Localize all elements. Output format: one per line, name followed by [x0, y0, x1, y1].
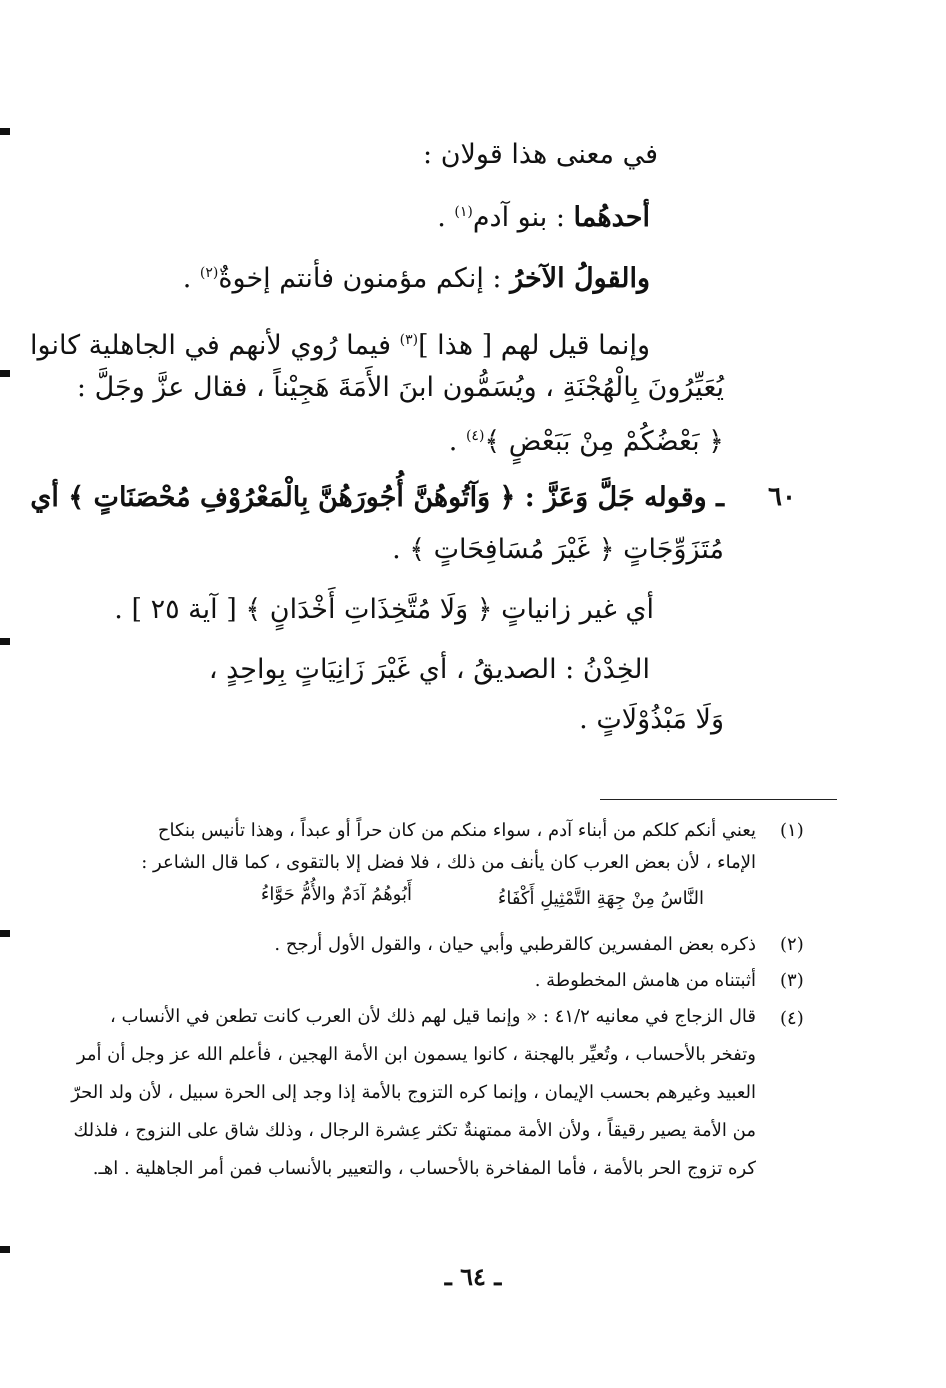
text: فيما رُوي لأنهم في الجاهلية كانوا	[30, 330, 400, 361]
text: : إنكم مؤمنون فأنتم إخوةٌ	[218, 263, 511, 294]
scan-edge-mark	[0, 370, 10, 377]
main-line-10	[209, 650, 650, 690]
main-line-11	[579, 700, 724, 740]
text: العبيد وغيرهم بحسب الإيمان ، وإنما كره التزوج بالأمة إذا وجد إلى الحرة سبيل ، لأن ولد الحرّ	[71, 1082, 756, 1103]
footnote-2	[274, 930, 756, 960]
footnote-1-line-1	[158, 816, 756, 846]
footnote-number-3: (٣)	[780, 970, 804, 991]
text: مُتَزَوِّجَاتٍ ﴿ غَيْرَ مُسَافِحَاتٍ ﴾ .	[392, 534, 724, 565]
page-number: ـ ٦٤ ـ	[444, 1262, 502, 1291]
entry-number: ٦٠	[768, 482, 796, 512]
text: الخِدْنُ : الصديقُ ، أي غَيْرَ زَانِيَاتٍ بِواحِدٍ ،	[208, 654, 650, 685]
main-line-2	[437, 192, 650, 238]
main-line-5	[77, 368, 724, 408]
quran-verse: ﴿ بَعْضُكُمْ مِنْ بَبَعْضٍ ﴾	[484, 426, 724, 457]
text: من الأمة يصير رقيقاً ، ولأن الأمة ممتهنةٌ تكثر عِشرة الرجال ، وذلك شاق على النزوج ، فلذلك	[73, 1120, 756, 1141]
main-line-6	[449, 416, 724, 462]
footnote-4-line-4	[74, 1116, 757, 1146]
footnote-3	[535, 966, 756, 996]
scan-edge-mark	[0, 128, 10, 135]
footnote-ref-2[interactable]: (٢)	[199, 265, 219, 281]
text: قال الزجاج في معانيه ٤١/٢ : « وإنما قيل لهم ذلك لأن العرب كانت تطعن في الأنساب ،	[109, 1006, 756, 1027]
text: أي غير زانياتٍ ﴿ وَلَا مُتَّخِذَاتِ أَخْدَانٍ ﴾ [ آية ٢٥ ] .	[114, 594, 654, 625]
footnote-number-1: (١)	[780, 820, 804, 841]
text: يعني أنكم كلكم من أبناء آدم ، سواء منكم من كان حراً أو عبداً ، وهذا تأنيس بنكاح	[157, 820, 756, 841]
text: ذكره بعض المفسرين كالقرطبي وأبي حيان ، والقول الأول أرجح .	[274, 934, 756, 955]
text: يُعَيِّرُونَ بِالْهُجْنَةِ ، ويُسَمُّون ابنَ الأَمَةَ هَجِيْناً ، فقال عزَّ وجَلَّ :	[76, 372, 724, 403]
text: ـ وقوله جَلَّ وَعَزَّ : ﴿ وَآتُوهُنَّ أُجُورَهُنَّ بِالْمَعْرُوْفِ مُحْصَنَاتٍ ﴾ أي	[30, 482, 724, 513]
footnote-1-line-2	[141, 848, 756, 878]
text: .	[437, 202, 455, 233]
footnote-4-line-2	[77, 1040, 756, 1070]
main-line-7	[30, 478, 724, 518]
text: وإنما قيل لهم [ هذا ]	[418, 330, 650, 361]
main-line-1	[423, 135, 658, 175]
scan-edge-mark	[0, 638, 10, 645]
main-line-3	[183, 253, 650, 299]
poem-hemistich-1	[498, 884, 704, 914]
footnote-number-2: (٢)	[780, 934, 804, 955]
scan-edge-mark	[0, 1246, 10, 1253]
footnote-4-line-3	[71, 1078, 756, 1108]
scan-edge-mark	[0, 930, 10, 937]
text: كره تزوج الحر بالأمة ، فأما المفاخرة بالأحساب ، والتعيير بالأنساب فمن أمر الجاهلية . اهـ.	[92, 1158, 756, 1179]
main-line-8	[392, 530, 724, 570]
text: أثبتناه من هامش المخطوطة .	[534, 970, 756, 991]
text: الإماء ، لأن بعض العرب كان يأنف من ذلك ، فلا فضل إلا بالتقوى ، كما قال الشاعر :	[141, 852, 756, 873]
text: .	[448, 426, 466, 457]
main-line-4	[30, 320, 650, 366]
text: .	[182, 263, 200, 294]
footnote-number-4: (٤)	[780, 1008, 804, 1029]
footnote-ref-4[interactable]: (٤)	[465, 428, 485, 444]
text: في معنى هذا قولان :	[423, 139, 658, 170]
text: النَّاسُ مِنْ جِهَةِ التَّمْثِيلِ أَكْفَاءُ	[497, 888, 704, 909]
footnote-4-line-5	[93, 1154, 756, 1184]
term-second: والقولُ الآخرُ	[510, 263, 650, 294]
main-line-9	[114, 590, 654, 630]
footnote-separator	[600, 799, 837, 800]
text: : بنو آدم	[472, 202, 574, 233]
text: وَلَا مَبْذُوْلَاتٍ .	[579, 704, 724, 735]
poem-hemistich-2	[261, 880, 412, 910]
footnote-ref-1[interactable]: (١)	[454, 204, 473, 220]
text: أَبُوهُمُ آدَمٌ والأُمُّ حَوَّاءُ	[260, 884, 412, 905]
footnote-4-line-1	[110, 1002, 756, 1032]
text: وتفخر بالأحساب ، وتُعيِّر بالهجنة ، كانوا يسمون ابن الأمة الهجين ، فأعلم الله عز وجل أن أمر	[76, 1044, 756, 1065]
footnote-ref-3[interactable]: (٣)	[399, 332, 419, 348]
term-first: أحدهُما	[573, 202, 650, 233]
